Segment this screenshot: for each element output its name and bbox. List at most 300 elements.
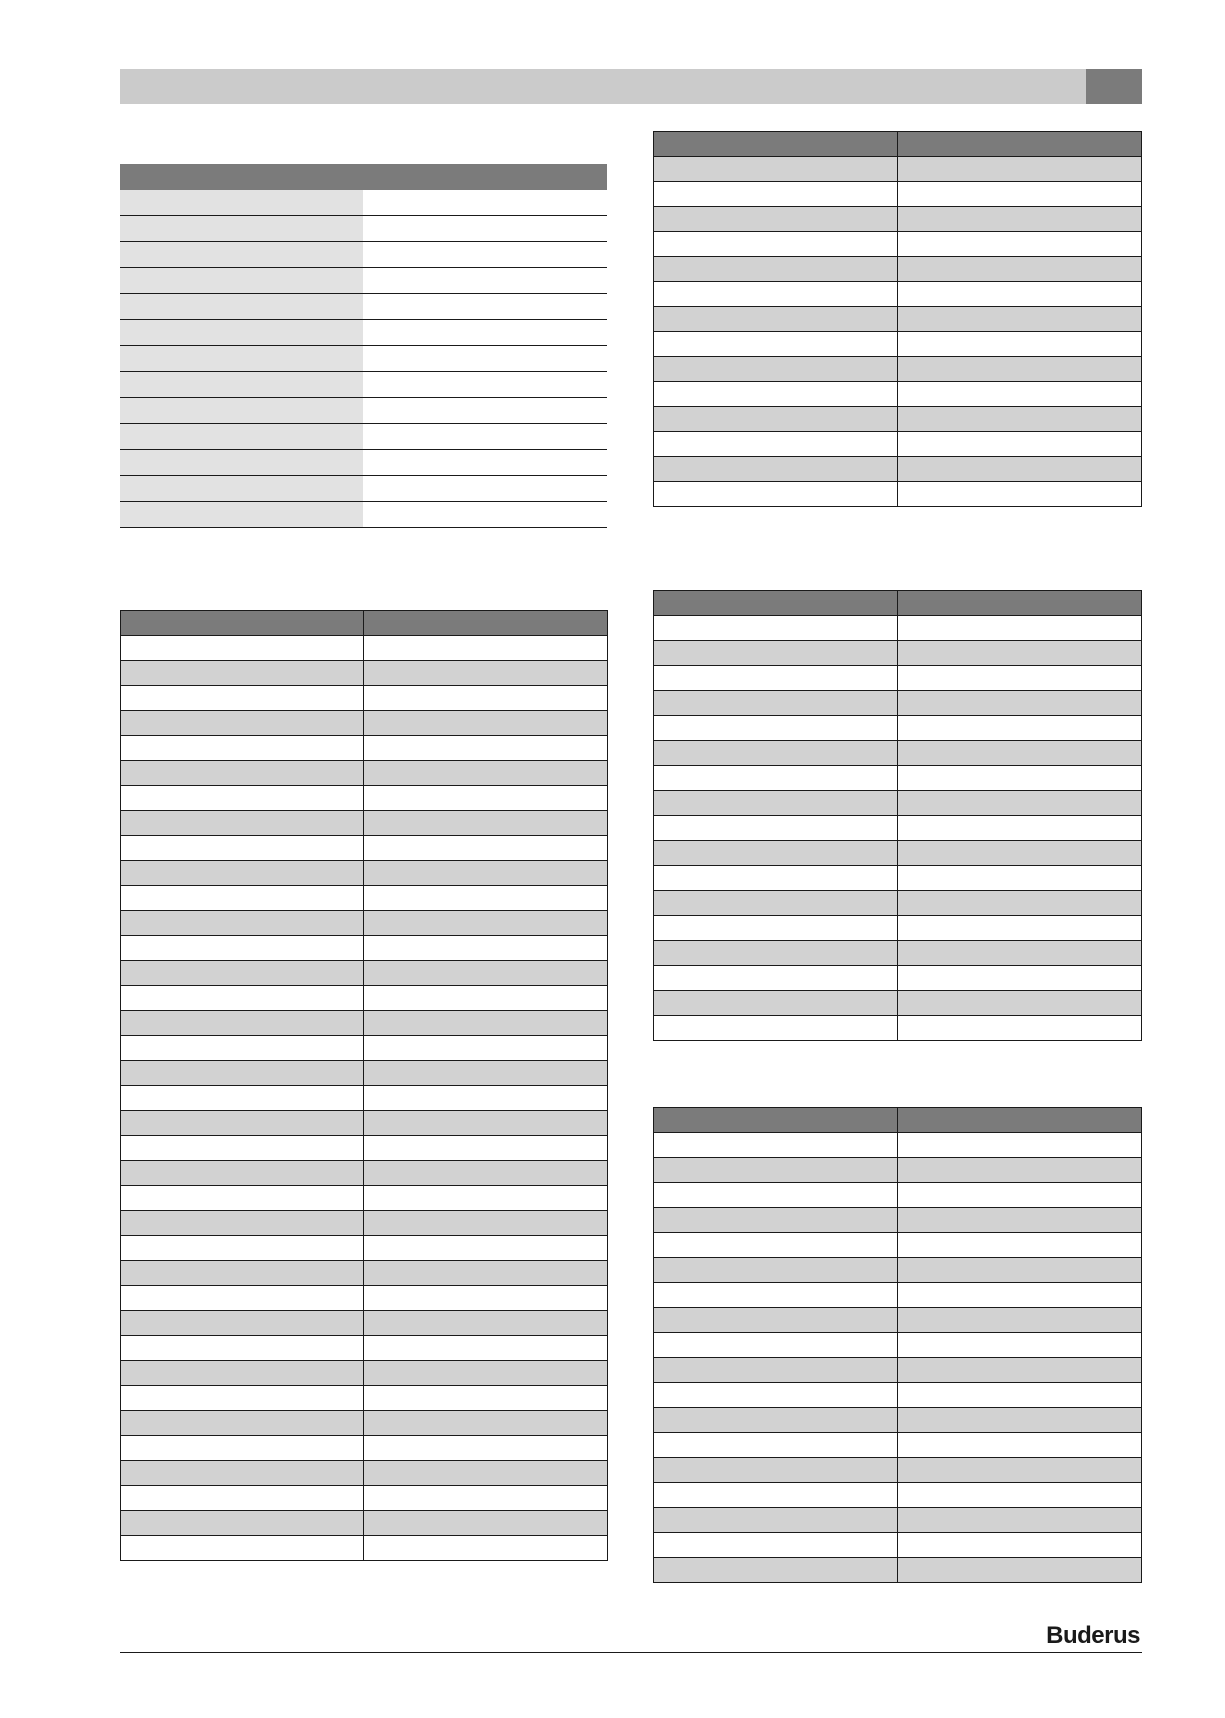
table-cell-value (364, 1011, 608, 1036)
table-row (654, 1383, 1142, 1408)
table-row (654, 666, 1142, 691)
table-row (654, 791, 1142, 816)
table-row (120, 398, 607, 424)
table-cell-label (121, 1511, 364, 1536)
table-cell-label (654, 157, 898, 182)
table-row (121, 1186, 608, 1211)
table-cell-label (654, 282, 898, 307)
table-cell-label (654, 1383, 898, 1408)
table-cell-label (121, 1411, 364, 1436)
table-cell-value (898, 1433, 1142, 1458)
table-cell-label (654, 482, 898, 507)
table-cell-value (364, 636, 608, 661)
table-cell-value (898, 332, 1142, 357)
table-row (654, 207, 1142, 232)
table-cell-value (898, 407, 1142, 432)
table-row (654, 457, 1142, 482)
table-row (654, 232, 1142, 257)
table-cell-value (364, 661, 608, 686)
table-cell-label (654, 1408, 898, 1433)
table-header-cell (898, 132, 1142, 157)
table-row (120, 476, 607, 502)
table-row (654, 1258, 1142, 1283)
table-cell-label (654, 791, 898, 816)
table-cell-label (121, 1386, 364, 1411)
table-cell-label (654, 691, 898, 716)
table-row (121, 811, 608, 836)
table-cell-value (898, 991, 1142, 1016)
table-row (654, 616, 1142, 641)
table-cell-label (121, 636, 364, 661)
table-row (654, 966, 1142, 991)
table-cell-value (364, 911, 608, 936)
table-row (121, 1011, 608, 1036)
table-cell-label (654, 1133, 898, 1158)
table-cell-label (121, 1011, 364, 1036)
table-cell-label (120, 242, 363, 268)
table-cell-value (363, 372, 607, 398)
table-cell-value (364, 1311, 608, 1336)
table-cell-value (898, 1558, 1142, 1583)
table-cell-label (120, 450, 363, 476)
table-cell-label (120, 294, 363, 320)
table-cell-label (121, 1161, 364, 1186)
table-cell-label (654, 1433, 898, 1458)
table-cell-value (363, 294, 607, 320)
table-row (654, 482, 1142, 507)
table-cell-value (364, 1461, 608, 1486)
table-cell-value (364, 1336, 608, 1361)
table-row (121, 1536, 608, 1561)
buderus-logo: Buderus (1046, 1622, 1140, 1649)
table-row (121, 711, 608, 736)
parameter-table-1 (120, 164, 607, 528)
table-row (654, 1558, 1142, 1583)
table-row (654, 1233, 1142, 1258)
table-header-cell (654, 132, 898, 157)
table-cell-value (364, 1111, 608, 1136)
table-cell-value (898, 307, 1142, 332)
table-cell-label (654, 1183, 898, 1208)
table-cell-value (898, 232, 1142, 257)
table-row (654, 766, 1142, 791)
table-row (120, 268, 607, 294)
table-cell-value (364, 761, 608, 786)
table-row (121, 1086, 608, 1111)
table-cell-label (654, 866, 898, 891)
parameter-table-5 (653, 1107, 1142, 1583)
table-row (121, 786, 608, 811)
table-cell-value (898, 482, 1142, 507)
table-row (654, 307, 1142, 332)
table-cell-value (898, 1283, 1142, 1308)
table-row (654, 1483, 1142, 1508)
table-cell-value (898, 641, 1142, 666)
table-cell-value (363, 216, 607, 242)
table-row (121, 1161, 608, 1186)
table-row (120, 242, 607, 268)
table-cell-label (120, 190, 363, 216)
table-cell-value (363, 190, 607, 216)
table-row (120, 216, 607, 242)
table-row (654, 641, 1142, 666)
table-cell-label (121, 886, 364, 911)
table-row (654, 1433, 1142, 1458)
table-row (121, 661, 608, 686)
table-row (654, 1533, 1142, 1558)
table-row (654, 407, 1142, 432)
table-cell-label (121, 1261, 364, 1286)
table-cell-value (898, 666, 1142, 691)
table-cell-label (120, 502, 363, 528)
table-cell-value (898, 616, 1142, 641)
table-cell-value (898, 741, 1142, 766)
table-cell-value (898, 207, 1142, 232)
table-row (654, 257, 1142, 282)
table-cell-value (364, 1136, 608, 1161)
table-cell-label (120, 424, 363, 450)
table-cell-value (898, 1333, 1142, 1358)
table-row (121, 1336, 608, 1361)
table-row (121, 1236, 608, 1261)
table-row (120, 346, 607, 372)
table-cell-value (364, 961, 608, 986)
table-cell-value (898, 357, 1142, 382)
table-row (654, 1016, 1142, 1041)
table-row (654, 941, 1142, 966)
table-cell-value (898, 1183, 1142, 1208)
table-row (654, 1208, 1142, 1233)
table-cell-value (898, 1133, 1142, 1158)
table-cell-value (363, 242, 607, 268)
parameter-table-4 (653, 590, 1142, 1041)
table-cell-label (654, 841, 898, 866)
table-row (121, 1361, 608, 1386)
table-row (654, 1308, 1142, 1333)
table-cell-label (121, 811, 364, 836)
table-row (121, 1261, 608, 1286)
table-header-cell (364, 611, 608, 636)
table-row (121, 736, 608, 761)
table-cell-label (654, 716, 898, 741)
table-cell-label (654, 1283, 898, 1308)
table-cell-label (121, 736, 364, 761)
table-row (121, 1311, 608, 1336)
table-cell-label (654, 1358, 898, 1383)
table-row (654, 432, 1142, 457)
table-cell-label (654, 432, 898, 457)
table-cell-value (363, 450, 607, 476)
table-cell-value (364, 1211, 608, 1236)
table-cell-value (898, 1016, 1142, 1041)
table-cell-label (654, 616, 898, 641)
table-cell-value (363, 502, 607, 528)
table-cell-label (654, 816, 898, 841)
table-cell-value (364, 836, 608, 861)
chapter-header-bar (120, 69, 1086, 104)
table-cell-label (121, 1111, 364, 1136)
table-row (121, 1511, 608, 1536)
table-cell-label (654, 891, 898, 916)
table-header-cell (363, 164, 607, 190)
table-row (654, 1283, 1142, 1308)
table-cell-label (121, 961, 364, 986)
table-cell-value (363, 424, 607, 450)
table-cell-label (654, 1158, 898, 1183)
table-cell-label (121, 1486, 364, 1511)
table-row (654, 916, 1142, 941)
table-row (121, 986, 608, 1011)
table-row (121, 1461, 608, 1486)
table-cell-value (364, 1261, 608, 1286)
table-cell-value (364, 1411, 608, 1436)
table-cell-value (364, 1036, 608, 1061)
table-cell-value (364, 1161, 608, 1186)
table-cell-label (654, 207, 898, 232)
table-cell-value (898, 1208, 1142, 1233)
table-row (654, 816, 1142, 841)
table-cell-value (363, 268, 607, 294)
table-cell-label (654, 182, 898, 207)
table-cell-value (364, 1236, 608, 1261)
table-cell-label (120, 216, 363, 242)
table-cell-label (121, 1061, 364, 1086)
table-cell-label (654, 457, 898, 482)
table-cell-value (898, 941, 1142, 966)
table-cell-value (364, 936, 608, 961)
table-row (654, 1408, 1142, 1433)
table-cell-label (121, 911, 364, 936)
table-row (120, 450, 607, 476)
table-cell-value (898, 157, 1142, 182)
table-cell-label (121, 1336, 364, 1361)
table-cell-label (654, 1333, 898, 1358)
table-row (121, 1436, 608, 1461)
table-cell-value (898, 791, 1142, 816)
table-cell-label (121, 1536, 364, 1561)
table-cell-value (898, 816, 1142, 841)
table-row (654, 1183, 1142, 1208)
table-cell-value (364, 711, 608, 736)
table-cell-value (898, 1483, 1142, 1508)
table-cell-value (364, 886, 608, 911)
table-cell-label (654, 991, 898, 1016)
table-cell-label (120, 372, 363, 398)
table-cell-label (654, 641, 898, 666)
table-cell-value (898, 866, 1142, 891)
table-cell-label (654, 916, 898, 941)
table-cell-value (898, 1508, 1142, 1533)
table-cell-value (898, 282, 1142, 307)
table-cell-value (363, 320, 607, 346)
table-cell-label (120, 268, 363, 294)
table-cell-value (898, 966, 1142, 991)
table-row (121, 961, 608, 986)
table-cell-value (898, 257, 1142, 282)
parameter-table-2 (120, 610, 608, 1561)
table-row (120, 190, 607, 216)
table-row (121, 911, 608, 936)
table-cell-label (654, 1308, 898, 1333)
table-cell-value (898, 1308, 1142, 1333)
table-cell-value (898, 841, 1142, 866)
table-cell-value (898, 1158, 1142, 1183)
table-row (654, 841, 1142, 866)
table-row (121, 1061, 608, 1086)
table-cell-value (364, 786, 608, 811)
table-cell-label (654, 357, 898, 382)
table-cell-label (120, 346, 363, 372)
table-cell-label (120, 398, 363, 424)
table-row (654, 1133, 1142, 1158)
table-cell-label (121, 661, 364, 686)
table-cell-label (654, 666, 898, 691)
table-cell-value (898, 716, 1142, 741)
table-cell-value (364, 986, 608, 1011)
table-cell-label (654, 966, 898, 991)
table-cell-label (654, 1483, 898, 1508)
table-row (121, 1411, 608, 1436)
table-cell-value (364, 1086, 608, 1111)
table-cell-value (363, 476, 607, 502)
table-cell-label (121, 1461, 364, 1486)
table-cell-value (898, 766, 1142, 791)
table-row (654, 866, 1142, 891)
table-cell-value (898, 457, 1142, 482)
table-row (654, 691, 1142, 716)
table-cell-value (364, 686, 608, 711)
table-cell-value (364, 1511, 608, 1536)
table-cell-label (121, 1186, 364, 1211)
table-cell-label (121, 1136, 364, 1161)
table-cell-value (898, 691, 1142, 716)
table-row (121, 936, 608, 961)
table-row (654, 332, 1142, 357)
table-cell-value (898, 182, 1142, 207)
table-cell-value (898, 382, 1142, 407)
table-cell-label (654, 1233, 898, 1258)
table-row (121, 1136, 608, 1161)
table-cell-label (654, 766, 898, 791)
table-row (654, 1358, 1142, 1383)
table-cell-value (364, 1386, 608, 1411)
table-cell-label (654, 1458, 898, 1483)
table-row (121, 686, 608, 711)
table-cell-label (120, 320, 363, 346)
table-row (121, 1036, 608, 1061)
table-cell-label (121, 1286, 364, 1311)
table-cell-label (121, 761, 364, 786)
table-row (121, 1486, 608, 1511)
table-cell-value (364, 1436, 608, 1461)
table-row (120, 320, 607, 346)
table-cell-value (898, 1458, 1142, 1483)
table-row (121, 836, 608, 861)
table-cell-value (364, 861, 608, 886)
table-cell-value (364, 1536, 608, 1561)
table-cell-value (363, 346, 607, 372)
table-cell-value (898, 1258, 1142, 1283)
table-cell-value (364, 1486, 608, 1511)
table-cell-label (654, 407, 898, 432)
table-row (121, 886, 608, 911)
table-row (654, 1158, 1142, 1183)
footer-rule (120, 1652, 1142, 1653)
table-row (654, 741, 1142, 766)
table-row (120, 502, 607, 528)
table-row (654, 157, 1142, 182)
table-row (121, 861, 608, 886)
table-cell-value (364, 1186, 608, 1211)
table-cell-label (654, 257, 898, 282)
table-cell-label (121, 1211, 364, 1236)
table-row (654, 1458, 1142, 1483)
table-cell-label (654, 1533, 898, 1558)
table-header-cell (654, 1108, 898, 1133)
table-row (121, 636, 608, 661)
table-cell-label (121, 936, 364, 961)
table-cell-label (654, 307, 898, 332)
table-cell-label (654, 1558, 898, 1583)
table-cell-value (364, 811, 608, 836)
table-header-cell (898, 1108, 1142, 1133)
table-header-cell (120, 164, 363, 190)
table-header-cell (121, 611, 364, 636)
table-cell-label (121, 1436, 364, 1461)
parameter-table-3 (653, 131, 1142, 507)
table-cell-value (363, 398, 607, 424)
table-row (121, 1286, 608, 1311)
table-cell-label (121, 1036, 364, 1061)
table-cell-value (364, 1286, 608, 1311)
table-cell-label (654, 232, 898, 257)
table-cell-label (121, 1311, 364, 1336)
table-cell-label (654, 382, 898, 407)
table-cell-label (121, 686, 364, 711)
table-row (654, 182, 1142, 207)
table-cell-value (364, 736, 608, 761)
table-row (654, 991, 1142, 1016)
table-cell-label (121, 861, 364, 886)
table-cell-value (898, 1408, 1142, 1433)
table-header-cell (898, 591, 1142, 616)
table-row (654, 891, 1142, 916)
table-cell-label (121, 986, 364, 1011)
table-row (121, 1111, 608, 1136)
table-row (654, 1333, 1142, 1358)
table-cell-value (364, 1361, 608, 1386)
table-cell-label (654, 1016, 898, 1041)
table-row (120, 294, 607, 320)
table-cell-value (364, 1061, 608, 1086)
table-row (654, 282, 1142, 307)
table-cell-value (898, 916, 1142, 941)
table-row (121, 1211, 608, 1236)
table-header-cell (654, 591, 898, 616)
table-row (120, 424, 607, 450)
table-cell-value (898, 1233, 1142, 1258)
table-cell-label (654, 1208, 898, 1233)
table-cell-label (654, 741, 898, 766)
table-cell-label (121, 1361, 364, 1386)
table-cell-label (121, 786, 364, 811)
table-cell-label (120, 476, 363, 502)
table-cell-label (654, 941, 898, 966)
table-row (654, 716, 1142, 741)
table-row (121, 761, 608, 786)
chapter-number-tab (1086, 69, 1142, 104)
table-row (654, 357, 1142, 382)
